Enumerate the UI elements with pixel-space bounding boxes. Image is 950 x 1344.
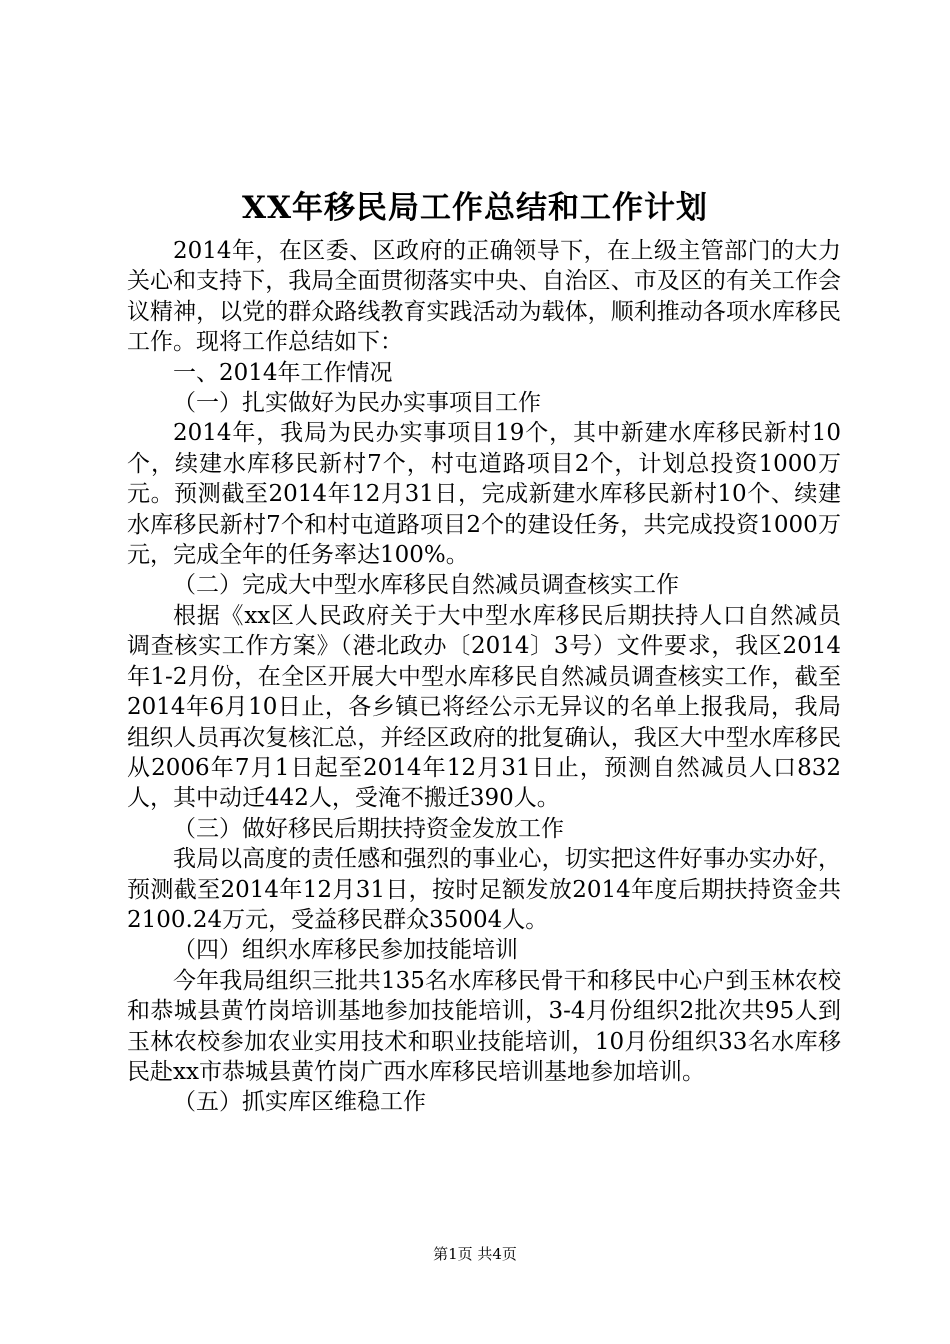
section-heading-1: 一、2014年工作情况 [173,359,393,386]
subsection-paragraph-1: 2014年，我局为民办实事项目19个，其中新建水库移民新村10个，续建水库移民新村7个，村屯道路项目2个，计划总投资1000万元。预测截至2014年12月31日，完成新建水库移民新村10个、续建水库移民新村7个和村屯道路项目2个的建设任务，共完成投资1000万元，完成全年的任务率达100%。 [127,420,841,569]
subsection-heading-2: （二）完成大中型水库移民自然减员调查核实工作 [173,572,679,599]
intro-paragraph: 2014年，在区委、区政府的正确领导下，在上级主管部门的大力关心和支持下，我局全面贯彻落实中央、自治区、市及区的有关工作会议精神，以党的群众路线教育实践活动为载体，顺利推动各项水库移民工作。现将工作总结如下： [127,238,841,356]
page-footer: 第1页 共4页 [433,1245,517,1263]
subsection-heading-3: （三）做好移民后期扶持资金发放工作 [173,815,564,842]
document-title: XX年移民局工作总结和工作计划 [241,190,709,226]
subsection-heading-4: （四）组织水库移民参加技能培训 [173,937,518,964]
subsection-paragraph-2: 根据《xx区人民政府关于大中型水库移民后期扶持人口自然减员调查核实工作方案》（港北政办〔2014〕3号）文件要求，我区2014年1-2月份，在全区开展大中型水库移民自然减员调查核实工作，截至2014年6月10日止，各乡镇已将经公示无异议的名单上报我局，我局组织人员再次复核汇总，并经区政府的批复确认，我区大中型水库移民从2006年7月1日起至2014年12月31日止，预测自然减员人口832人，其中动迁442人，受淹不搬迁390人。 [127,602,841,812]
subsection-heading-1: （一）扎实做好为民办实事项目工作 [173,390,541,417]
subsection-heading-5: （五）抓实库区维稳工作 [173,1089,426,1116]
subsection-paragraph-3: 我局以高度的责任感和强烈的事业心，切实把这件好事办实办好，预测截至2014年12月31日，按时足额发放2014年度后期扶持资金共2100.24万元，受益移民群众35004人。 [127,846,841,933]
document-body [127,236,841,1118]
subsection-paragraph-4: 今年我局组织三批共135名水库移民骨干和移民中心户到玉林农校和恭城县黄竹岗培训基地参加技能培训，3-4月份组织2批次共95人到玉林农校参加农业实用技术和职业技能培训，10月份组织33名水库移民赴xx市恭城县黄竹岗广西水库移民培训基地参加培训。 [127,967,841,1085]
